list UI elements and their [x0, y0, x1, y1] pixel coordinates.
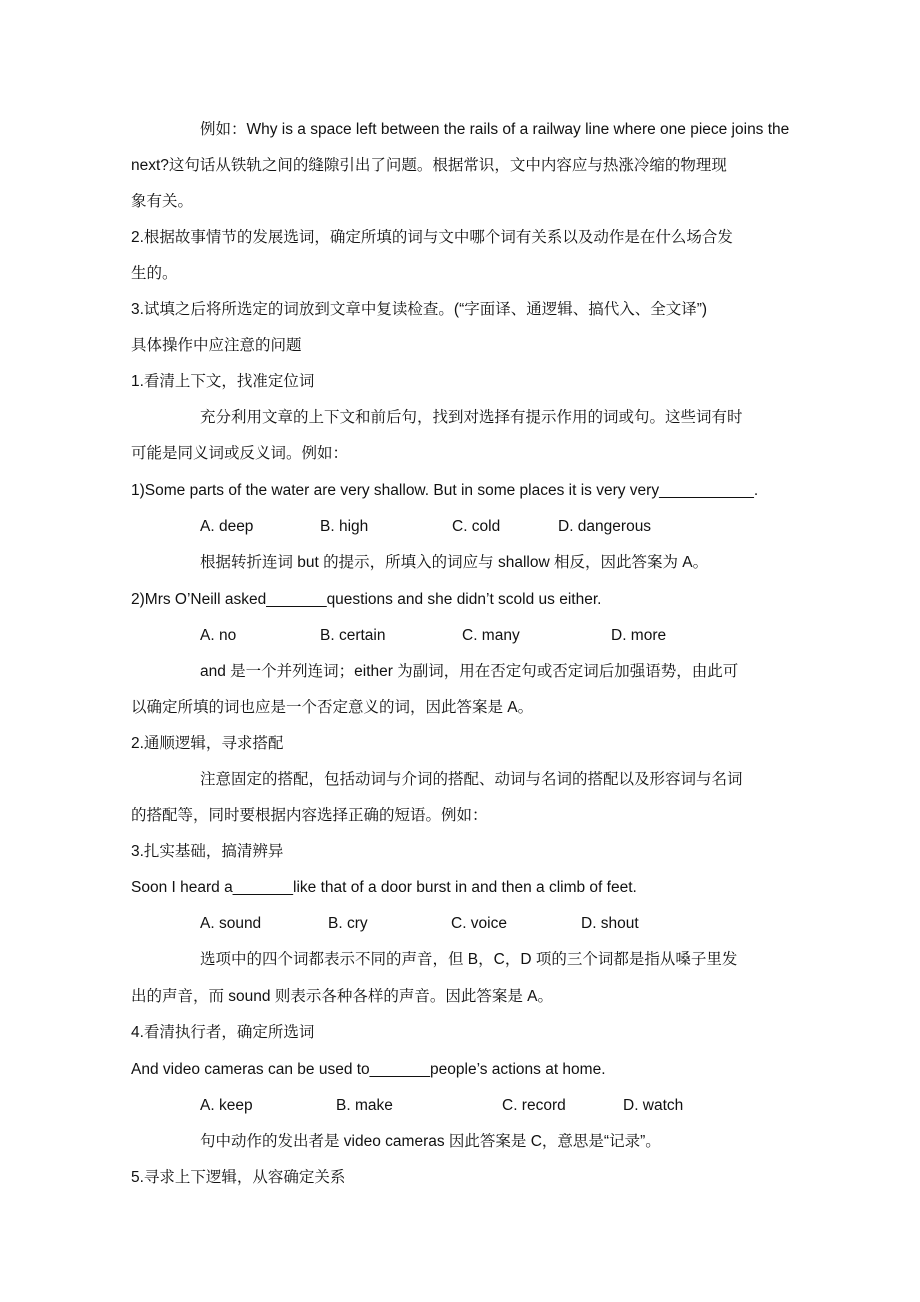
example-question: 1)Some parts of the water are very shallow. But in some places it is very very___________.: [131, 482, 759, 499]
paragraph-line: 出的声音，而 sound 则表示各种各样的声音。因此答案是 A。: [131, 988, 553, 1005]
paragraph-line: 可能是同义词或反义词。例如：: [131, 445, 349, 462]
option: B. certain: [320, 627, 386, 644]
option: A. sound: [200, 915, 262, 932]
example-question: 2)Mrs O’Neill asked_______questions and she didn’t scold us either.: [131, 591, 602, 608]
paragraph-line: 句中动作的发出者是 video cameras 因此答案是 C，意思是“记录”。: [200, 1133, 661, 1150]
section-heading: 具体操作中应注意的问题: [131, 337, 302, 354]
option: C. record: [502, 1097, 566, 1114]
option: A. no: [200, 627, 237, 644]
paragraph-line: 注意固定的搭配，包括动词与介词的搭配、动词与名词的搭配以及形容词与名词: [200, 771, 743, 788]
section-heading: 2.通顺逻辑，寻求搭配: [131, 735, 284, 752]
option: B. make: [336, 1097, 393, 1114]
section-heading: 5.寻求上下逻辑，从容确定关系: [131, 1169, 346, 1186]
paragraph-line: 3.试填之后将所选定的词放到文章中复读检查。(“字面译、通逻辑、搞代入、全文译”): [131, 301, 708, 318]
section-heading: 3.扎实基础，搞清辨异: [131, 843, 284, 860]
option: B. cry: [328, 915, 368, 932]
option: C. cold: [452, 518, 501, 535]
paragraph-line: 生的。: [131, 265, 178, 282]
option: A. deep: [200, 518, 254, 535]
paragraph-line: and 是一个并列连词；either 为副词，用在否定句或否定词后加强语势，由此可: [200, 663, 739, 680]
paragraph-line: 2.根据故事情节的发展选词，确定所填的词与文中哪个词有关系以及动作是在什么场合发: [131, 229, 733, 246]
paragraph-line: 选项中的四个词都表示不同的声音，但 B，C，D 项的三个词都是指从嗓子里发: [200, 951, 738, 968]
paragraph-line: 象有关。: [131, 193, 194, 210]
paragraph-line: 根据转折连词 but 的提示，所填入的词应与 shallow 相反，因此答案为 A。: [200, 554, 709, 571]
paragraph-line: 充分利用文章的上下文和前后句，找到对选择有提示作用的词或句。这些词有时: [200, 409, 743, 426]
option: D. watch: [623, 1097, 684, 1114]
option: C. voice: [451, 915, 507, 932]
option: D. shout: [581, 915, 639, 932]
example-question: And video cameras can be used to_______people’s actions at home.: [131, 1061, 606, 1078]
option: B. high: [320, 518, 369, 535]
option: D. more: [611, 627, 667, 644]
paragraph-line: 例如：Why is a space left between the rails of a railway line where one piece joins the: [200, 121, 790, 138]
option: A. keep: [200, 1097, 253, 1114]
option: C. many: [462, 627, 520, 644]
paragraph-line: next?这句话从铁轨之间的缝隙引出了问题。根据常识，文中内容应与热涨冷缩的物理现: [131, 157, 727, 174]
example-question: Soon I heard a_______like that of a door burst in and then a climb of feet.: [131, 879, 637, 896]
section-heading: 1.看清上下文，找准定位词: [131, 373, 315, 390]
option: D. dangerous: [558, 518, 652, 535]
section-heading: 4.看清执行者，确定所选词: [131, 1024, 315, 1041]
paragraph-line: 的搭配等，同时要根据内容选择正确的短语。例如：: [131, 807, 488, 824]
paragraph-line: 以确定所填的词也应是一个否定意义的词，因此答案是 A。: [131, 699, 534, 716]
